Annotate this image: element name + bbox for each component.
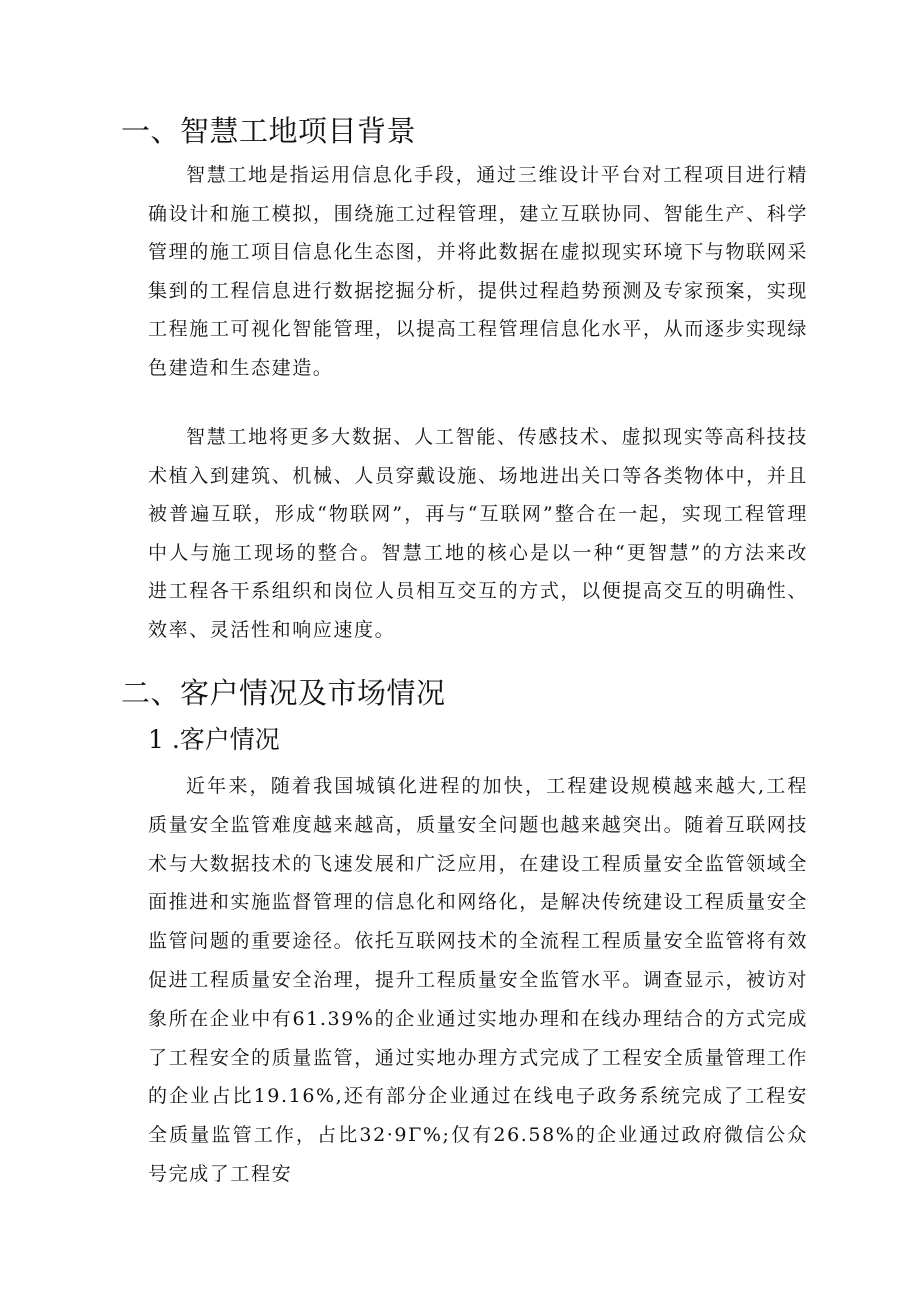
subsection-heading: 1 .客户情况	[148, 725, 280, 754]
body-paragraph: 智慧工地将更多大数据、人工智能、传感技术、虚拟现实等高科技技术植入到建筑、机械、人员穿戴设施、场地进出关口等各类物体中，并且被普遍互联，形成“物联网”，再与“互联网”整合在一起，实现工程管理中人与施工现场的整合。智慧工地的核心是以一种“更智慧”的方法来改进工程各干系组织和岗位人员相互交互的方式，以便提高交互的明确性、效率、灵活性和响应速度。	[148, 426, 808, 641]
section-heading: 一、智慧工地项目背景	[121, 114, 417, 148]
body-paragraph: 近年来，随着我国城镇化进程的加快，工程建设规模越来越大,工程质量安全监管难度越来越高，质量安全问题也越来越突出。随着互联网技术与大数据技术的飞速发展和广泛应用，在建设工程质量安全监管领域全面推进和实施监督管理的信息化和网络化，是解决传统建设工程质量安全监管问题的重要途径。依托互联网技术的全流程工程质量安全监管将有效促进工程质量安全治理，提升工程质量安全监管水平。调查显示，被访对象所在企业中有61.39%的企业通过实地办理和在线办理结合的方式完成了工程安全的质量监管，通过实地办理方式完成了工程安全质量管理工作的企业占比19.16%,还有部分企业通过在线电子政务系统完成了工程安全质量监管工作，占比32·9Γ%;仅有26.58%的企业通过政府微信公众号完成了工程安	[148, 775, 808, 1185]
section-heading: 二、客户情况及市场情况	[121, 676, 446, 710]
body-paragraph: 智慧工地是指运用信息化手段，通过三维设计平台对工程项目进行精确设计和施工模拟，围绕施工过程管理，建立互联协同、智能生产、科学管理的施工项目信息化生态图，并将此数据在虚拟现实环境下与物联网采集到的工程信息进行数据挖掘分析，提供过程趋势预测及专家预案，实现工程施工可视化智能管理，以提高工程管理信息化水平，从而逐步实现绿色建造和生态建造。	[148, 164, 808, 379]
